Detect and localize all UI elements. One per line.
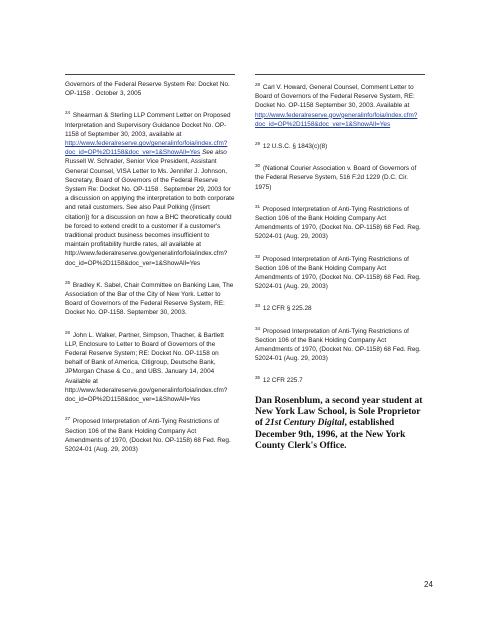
footnote-text: Proposed Interpretation of Anti-Tying Restrictions of Section 106 of the Bank Holding Company Act Amendments of 1970, (Docket No. OP-1158) 68 Fed. Reg. 52024-01 (Aug. 29, 2003) xyxy=(255,205,421,241)
footnote-26 xyxy=(65,328,235,405)
footnote-continuation xyxy=(65,80,235,98)
footnote-text: Proposed Interpretation of Anti-Tying Restrictions of Section 106 of the Bank Holding Company Act Amendments of 1970, (Docket No. OP-1158) 68 Fed. Reg. 52024-01 (Aug. 29, 2003) xyxy=(65,418,231,453)
footnote-number: 31 xyxy=(255,203,261,209)
author-bio-text: Dan Rosenblum, a second year student at New York Law School, is Sole Proprietor of xyxy=(255,395,423,429)
footnote-text: 12 CFR § 225.28 xyxy=(262,305,312,313)
footnote-text-continued: Russell W. Schrader, Senior Vice President, Assistant General Counsel, VISA Letter to Ms. Jennifer J. Johnson, Secretary, Board of Governors of the Federal Reserve System Re: Docket No. OP-1158 . September 29, 2003 for a discussion on applying the interpretation to both corporate and retail customers. See also Paul Polking ({insert citation}) for a discussion on how a BHC theoretically could be forced to extend credit to a customer if a customer's traditional product business becomes insufficient to maintain profitability hurdle rates, all available at http://www.federalreserve.gov/generalinfo/foia/index.cfm?doc_id=OP%2D1158&doc_ver=1&ShowAll=Yes xyxy=(65,158,235,267)
footnote-text: (National Courier Association v. Board of Governors of the Federal Reserve System, 516 F.2d 1229 (D.C. Cir. 1975) xyxy=(255,165,417,191)
footnote-34 xyxy=(255,324,425,364)
see-also-label: See also xyxy=(201,149,227,157)
footnote-text: 12 U.S.C. § 1843(c)(8) xyxy=(262,143,328,151)
footnote-number: 33 xyxy=(255,303,261,309)
footnote-30 xyxy=(255,161,425,192)
footnote-link[interactable]: http://www.federalreserve.gov/generalinfo/foia/index.cfm?doc_id=OP%2D1158&doc_ver=1&ShowAll=Yes xyxy=(65,140,228,157)
footnote-31 xyxy=(255,202,425,242)
author-bio-text-continued: , established December 9th, 1996, at the New York County Clerk's Office. xyxy=(255,418,406,452)
footnote-number: 27 xyxy=(65,416,71,422)
footnote-number: 34 xyxy=(255,325,261,331)
footnote-number: 28 xyxy=(255,82,261,87)
footnotes-left-column xyxy=(65,74,235,464)
page-number: 24 xyxy=(424,580,433,589)
footnote-32 xyxy=(255,252,425,292)
footnotes-right-column xyxy=(255,74,425,453)
footnote-separator-rule xyxy=(255,74,425,75)
footnote-28 xyxy=(255,80,425,129)
footnote-number: 26 xyxy=(65,329,71,335)
footnote-text: 12 CFR 225.7 xyxy=(262,377,303,385)
author-bio xyxy=(255,396,425,453)
footnote-separator-rule xyxy=(65,74,235,75)
footnote-29 xyxy=(255,139,425,151)
footnote-number: 29 xyxy=(255,141,261,147)
footnote-25 xyxy=(65,278,235,318)
footnote-text: Shearman & Sterling LLP Comment Letter on Proposed Interpretation and Supervisory Guidance Docket No. OP-1158 of September 30, 2003, available at xyxy=(65,112,231,138)
footnote-text: Governors of the Federal Reserve System Re: Docket No. OP-1158 . October 3, 2005 xyxy=(65,81,230,98)
footnote-33 xyxy=(255,301,425,313)
company-name: 21st Century Digital xyxy=(265,418,345,429)
footnote-link[interactable]: http://www.federalreserve.gov/generalinfo/foia/index.cfm?doc_id=OP%2D1158&doc_ver=1&ShowAll=Yes xyxy=(255,111,418,128)
footnote-27 xyxy=(65,414,235,454)
footnote-text: Bradley K. Sabel, Chair Committee on Banking Law, The Association of the Bar of the City of New York. Letter to Board of Governors of the Federal Reserve System, RE: Docket No. OP-1158. September 30, 2003. xyxy=(65,281,234,317)
footnote-text: Proposed Interpretation of Anti-Tying Restrictions of Section 106 of the Bank Holding Company Act Amendments of 1970, (Docket No. OP-1158) 68 Fed. Reg. 52024-01 (Aug. 29, 2003) xyxy=(255,255,421,291)
footnote-24 xyxy=(65,108,235,267)
footnote-number: 30 xyxy=(255,163,261,169)
footnote-35 xyxy=(255,373,425,385)
footnote-text: Carl V. Howard, General Counsel, Comment Letter to Board of Governors of the Federal Reserve System, RE: Docket No. OP-1158 September 30, 2003. Available at xyxy=(255,84,415,110)
footnote-text: John L. Walker, Partner, Simpson, Thacher, & Bartlett LLP, Enclosure to Letter to Board of Governors of the Federal Reserve System; RE: Docket No. OP-1158 on behalf of Bank of America, Citigroup, Deutsche Bank, JPMorgan Chase & Co., and UBS. January 14, 2004 Available at http://www.federalreserve.gov/generalinfo/foia/index.cfm?doc_id=OP%2D1158&doc_ver=1&ShowAll=Yes xyxy=(65,331,228,404)
footnote-number: 24 xyxy=(65,110,71,116)
footnote-number: 25 xyxy=(65,279,71,285)
footnote-number: 35 xyxy=(255,375,261,381)
footnote-text: Proposed Interpretation of Anti-Tying Restrictions of Section 106 of the Bank Holding Company Act Amendments of 1970, (Docket No. OP-1158) 68 Fed. Reg. 52024-01 (Aug. 29, 2003) xyxy=(255,327,421,363)
footnote-number: 32 xyxy=(255,253,261,259)
